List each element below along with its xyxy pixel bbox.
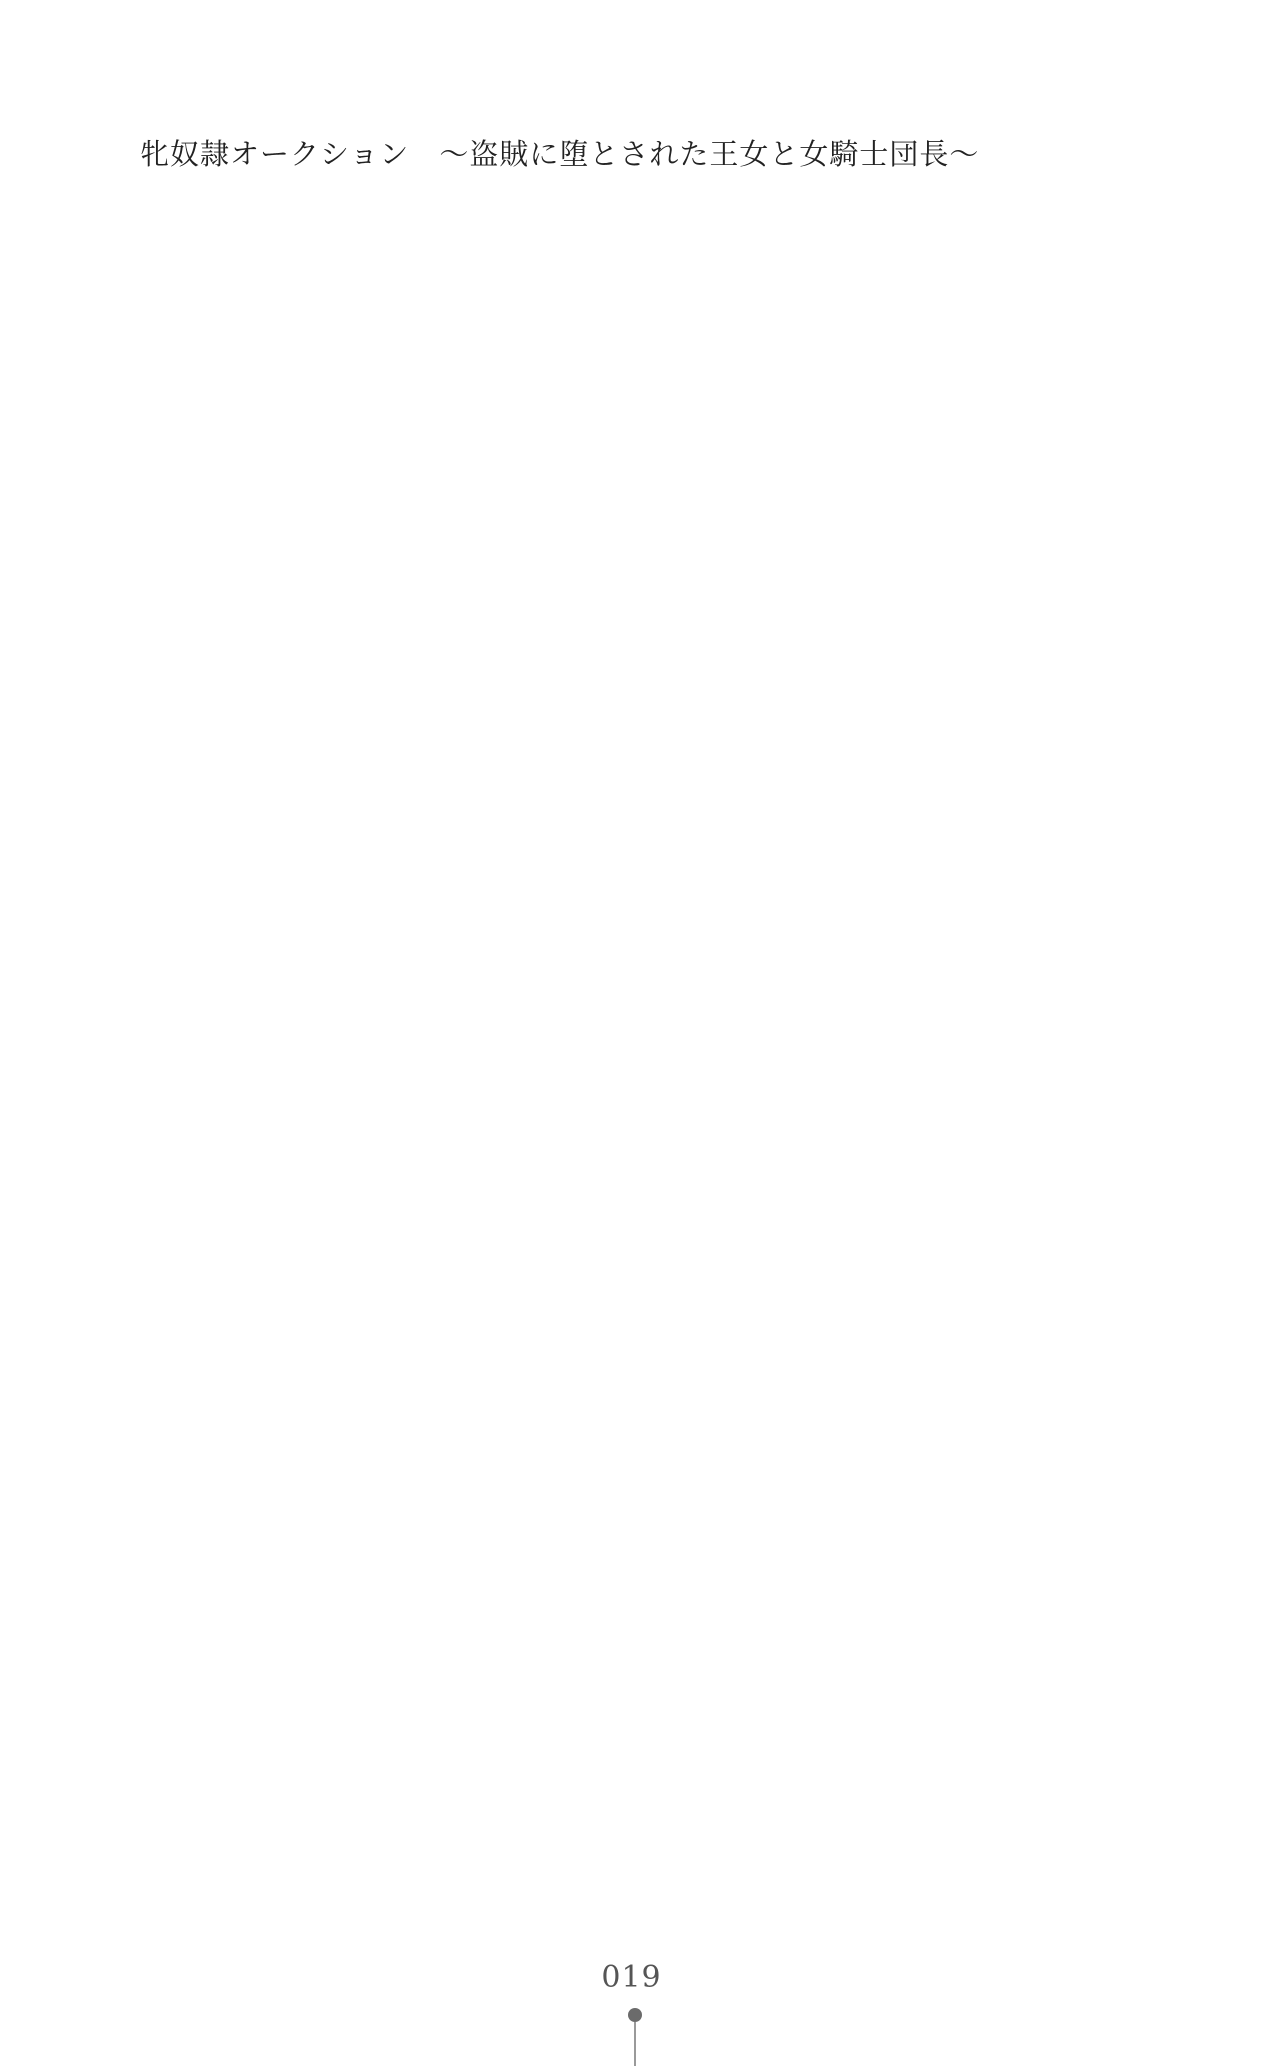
- page-number: 019: [601, 1960, 662, 1995]
- running-head: 牝奴隷オークション 〜盗賊に堕とされた王女と女騎士団長〜: [140, 137, 980, 171]
- page-marker-dot-icon: [628, 2008, 642, 2022]
- page-marker-line: [634, 2022, 636, 2066]
